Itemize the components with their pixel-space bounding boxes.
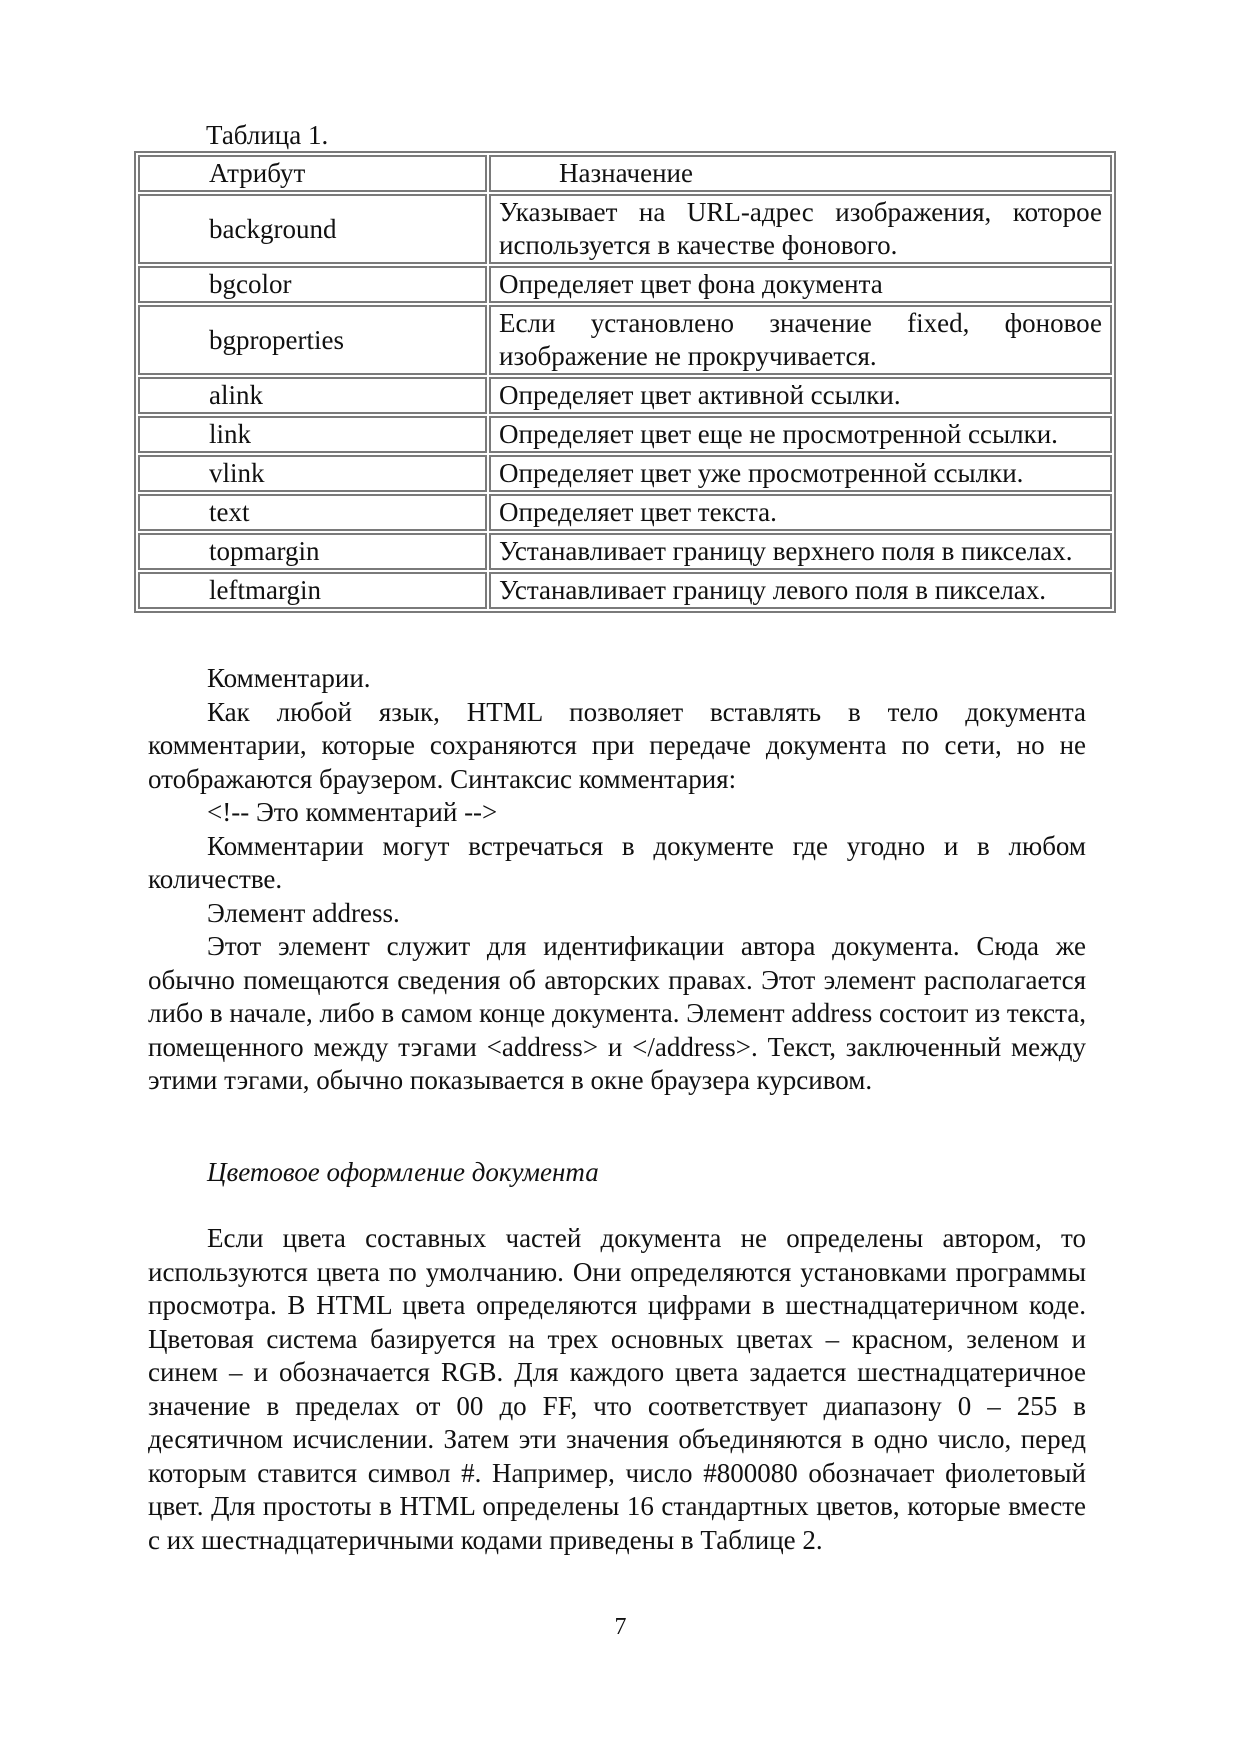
desc-cell: Если установлено значение fixed, фоновое изображение не прокручивается. [489, 305, 1112, 375]
desc-cell: Определяет цвет текста. [489, 494, 1112, 531]
address-paragraph: Этот элемент служит для идентификации автора документа. Сюда же обычно помещаются сведения об авторских правах. Этот элемент располагается либо в начале, либо в самом конце документа. Элемент address состоит из текста, помещенного между тэгами <address> и </address>. Текст, заключенный между этими тэгами, обычно показывается в окне браузера курсивом. [148, 931, 1086, 1095]
attr-cell: bgcolor [138, 266, 487, 303]
attr-cell: topmargin [138, 533, 487, 570]
comments-title: Комментарии. [207, 663, 371, 693]
desc-cell: Указывает на URL-адрес изображения, которое используется в качестве фонового. [489, 194, 1112, 264]
table-header-row [138, 155, 1112, 192]
comments-section [148, 662, 1086, 1098]
address-title: Элемент address. [207, 897, 400, 928]
attr-cell: alink [138, 377, 487, 414]
table-caption: Таблица 1. [206, 120, 329, 150]
desc-cell: Устанавливает границу верхнего поля в пикселах. [489, 533, 1112, 570]
section-heading: Цветовое оформление документа [207, 1157, 599, 1187]
desc-cell: Определяет цвет уже просмотренной ссылки. [489, 455, 1112, 492]
table-row [138, 494, 1112, 531]
desc-cell: Определяет цвет еще не просмотренной ссылки. [489, 416, 1112, 453]
colors-paragraph: Если цвета составных частей документа не определены автором, то используются цвета по умолчанию. Они определяются установками программы просмотра. В HTML цвета определяются цифрами в шестнадцатеричном коде. Цветовая система базируется на трех основных цветах – красном, зеленом и синем – и обозначается RGB. Для каждого цвета задается шестнадцатеричное значение в пределах от 00 до FF, что соответствует диапазону 0 – 255 в десятичном исчислении. Затем эти значения объединяются в одно число, перед которым ставится символ #. Например, число #800080 обозначает фиолетовый цвет. Для простоты в HTML определены 16 стандартных цветов, которые вместе с их шестнадцатеричными кодами приведены в Таблице 2. [148, 1223, 1086, 1555]
desc-cell: Определяет цвет фона документа [489, 266, 1112, 303]
colors-section [148, 1222, 1086, 1557]
desc-cell: Определяет цвет активной ссылки. [489, 377, 1112, 414]
table-row [138, 416, 1112, 453]
table-row [138, 266, 1112, 303]
attr-cell: leftmargin [138, 572, 487, 609]
desc-cell: Устанавливает границу левого поля в пикселах. [489, 572, 1112, 609]
attr-cell: vlink [138, 455, 487, 492]
attributes-table [134, 151, 1116, 613]
attr-cell: background [138, 194, 487, 264]
table-row [138, 572, 1112, 609]
table-row [138, 455, 1112, 492]
comments-paragraph-2: Комментарии могут встречаться в документе где угодно и в любом количестве. [148, 830, 1086, 894]
attr-cell: text [138, 494, 487, 531]
table-row [138, 194, 1112, 264]
comments-paragraph: Как любой язык, HTML позволяет вставлять в тело документа комментарии, которые сохраняются при передаче документа по сети, но не отображаются браузером. Синтаксис комментария: [148, 696, 1086, 794]
table-row [138, 305, 1112, 375]
header-attribute: Атрибут [138, 155, 487, 192]
page-number: 7 [614, 1614, 627, 1640]
comment-syntax: <!-- Это комментарий --> [207, 797, 498, 827]
attr-cell: link [138, 416, 487, 453]
header-purpose: Назначение [489, 155, 1112, 192]
table-row [138, 377, 1112, 414]
table-row [138, 533, 1112, 570]
attr-cell: bgproperties [138, 305, 487, 375]
